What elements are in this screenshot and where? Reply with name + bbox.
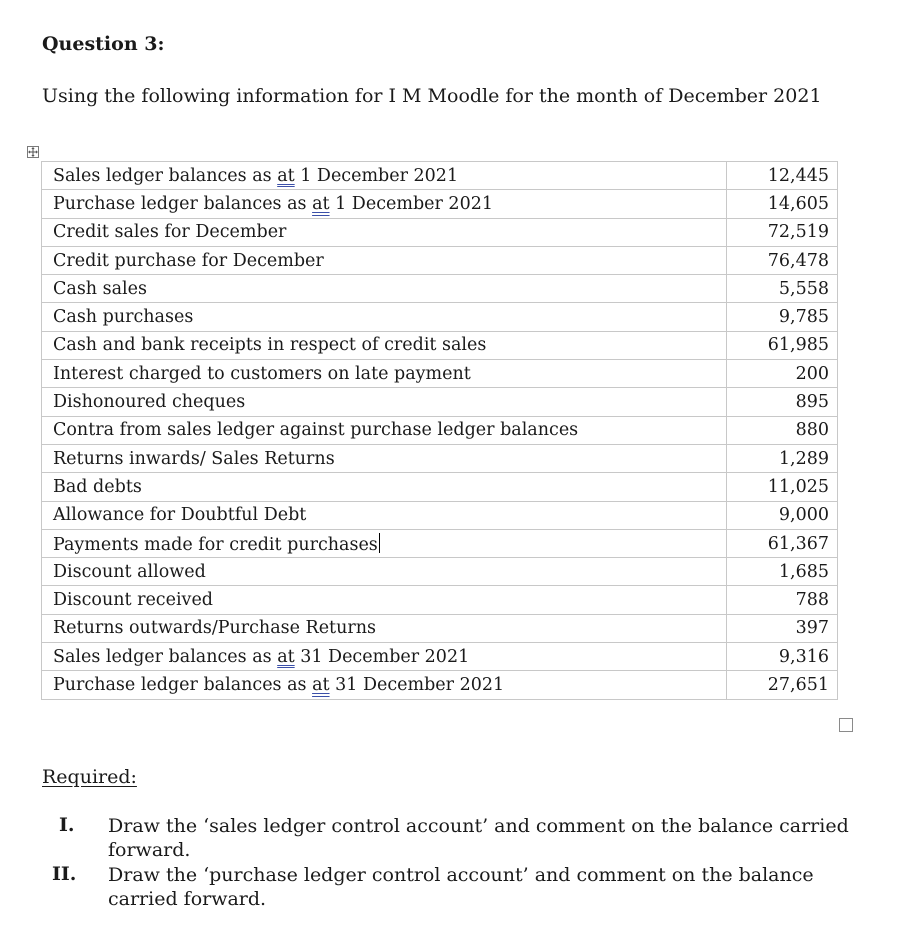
table-row xyxy=(42,444,838,472)
description-text: Cash and bank receipts in respect of credit sales xyxy=(53,335,487,356)
table-row xyxy=(42,360,838,388)
requirement-number: I. xyxy=(59,814,75,836)
row-amount[interactable]: 9,316 xyxy=(727,643,838,671)
description-text: Interest charged to customers on late payment xyxy=(53,363,471,384)
table-row xyxy=(42,558,838,586)
question-title: Question 3: xyxy=(42,33,165,55)
row-amount[interactable]: 5,558 xyxy=(727,275,838,303)
required-heading: Required: xyxy=(42,766,137,788)
table-row xyxy=(42,614,838,642)
row-description[interactable] xyxy=(42,303,727,331)
row-amount[interactable]: 61,367 xyxy=(727,529,838,557)
row-description[interactable] xyxy=(42,246,727,274)
table-row xyxy=(42,501,838,529)
row-amount[interactable]: 788 xyxy=(727,586,838,614)
table-row xyxy=(42,529,838,557)
row-amount[interactable]: 200 xyxy=(727,360,838,388)
row-description[interactable] xyxy=(42,473,727,501)
row-amount[interactable]: 12,445 xyxy=(727,162,838,190)
row-description[interactable] xyxy=(42,558,727,586)
row-description[interactable] xyxy=(42,388,727,416)
description-text: Credit purchase for December xyxy=(53,250,324,271)
row-description[interactable] xyxy=(42,416,727,444)
description-date: 1 December 2021 xyxy=(329,193,493,214)
description-text: Sales ledger balances as xyxy=(53,165,278,186)
table-row xyxy=(42,388,838,416)
table-row xyxy=(42,303,838,331)
description-date: 1 December 2021 xyxy=(294,165,459,186)
description-date: 31 December 2021 xyxy=(329,674,505,695)
description-text: Allowance for Doubtful Debt xyxy=(53,505,307,526)
description-text: Cash purchases xyxy=(53,307,194,328)
row-amount[interactable]: 1,685 xyxy=(727,558,838,586)
table-row xyxy=(42,416,838,444)
table-row xyxy=(42,586,838,614)
description-text: Discount allowed xyxy=(53,561,206,582)
description-text: Discount received xyxy=(53,590,214,611)
table-row xyxy=(42,218,838,246)
table-row xyxy=(42,473,838,501)
row-amount[interactable]: 895 xyxy=(727,388,838,416)
description-date: 31 December 2021 xyxy=(294,646,470,667)
grammar-flagged-word: at xyxy=(312,193,330,214)
intro-text: Using the following information for I M Moodle for the month of December 2021 xyxy=(42,85,822,107)
row-description[interactable] xyxy=(42,360,727,388)
description-text: Purchase ledger balances as xyxy=(53,674,313,695)
row-description[interactable] xyxy=(42,275,727,303)
description-text: Contra from sales ledger against purchase ledger balances xyxy=(53,420,579,441)
requirement-text: Draw the ‘sales ledger control account’ and comment on the balance carried forward. xyxy=(108,815,849,861)
grammar-flagged-word: at xyxy=(277,165,295,186)
grammar-flagged-word: at xyxy=(277,646,295,667)
ledger-table xyxy=(41,161,838,700)
row-amount[interactable]: 72,519 xyxy=(727,218,838,246)
table-row xyxy=(42,671,838,699)
table-row xyxy=(42,246,838,274)
description-text: Dishonoured cheques xyxy=(53,392,246,413)
row-amount[interactable]: 11,025 xyxy=(727,473,838,501)
row-description[interactable] xyxy=(42,643,727,671)
requirement-number: II. xyxy=(52,863,77,885)
row-description[interactable] xyxy=(42,331,727,359)
table-row xyxy=(42,190,838,218)
row-description[interactable] xyxy=(42,218,727,246)
grammar-flagged-word: at xyxy=(312,674,330,695)
row-amount[interactable]: 61,985 xyxy=(727,331,838,359)
row-amount[interactable]: 880 xyxy=(727,416,838,444)
row-description[interactable] xyxy=(42,586,727,614)
row-amount[interactable]: 397 xyxy=(727,614,838,642)
table-resize-handle[interactable] xyxy=(839,718,853,732)
table-move-handle-icon[interactable] xyxy=(27,146,39,158)
row-amount[interactable]: 14,605 xyxy=(727,190,838,218)
row-amount[interactable]: 9,000 xyxy=(727,501,838,529)
description-text: Returns inwards/ Sales Returns xyxy=(53,448,335,469)
row-description[interactable] xyxy=(42,190,727,218)
text-cursor xyxy=(379,533,380,553)
table-row xyxy=(42,162,838,190)
description-text: Returns outwards/Purchase Returns xyxy=(53,618,376,639)
row-amount[interactable]: 27,651 xyxy=(727,671,838,699)
description-text: Credit sales for December xyxy=(53,222,287,243)
table-row xyxy=(42,331,838,359)
description-text: Purchase ledger balances as xyxy=(53,193,313,214)
table-row xyxy=(42,275,838,303)
row-description[interactable] xyxy=(42,444,727,472)
requirement-text: Draw the ‘purchase ledger control account’ and comment on the balance carried forward. xyxy=(108,864,814,910)
row-description[interactable] xyxy=(42,529,727,557)
row-amount[interactable]: 76,478 xyxy=(727,246,838,274)
description-text: Bad debts xyxy=(53,476,142,497)
row-description[interactable] xyxy=(42,614,727,642)
row-amount[interactable]: 1,289 xyxy=(727,444,838,472)
row-description[interactable] xyxy=(42,501,727,529)
description-text: Sales ledger balances as xyxy=(53,646,278,667)
description-text: Cash sales xyxy=(53,278,147,299)
description-text: Payments made for credit purchases xyxy=(53,534,378,555)
row-amount[interactable]: 9,785 xyxy=(727,303,838,331)
row-description[interactable] xyxy=(42,162,727,190)
table-row xyxy=(42,643,838,671)
row-description[interactable] xyxy=(42,671,727,699)
